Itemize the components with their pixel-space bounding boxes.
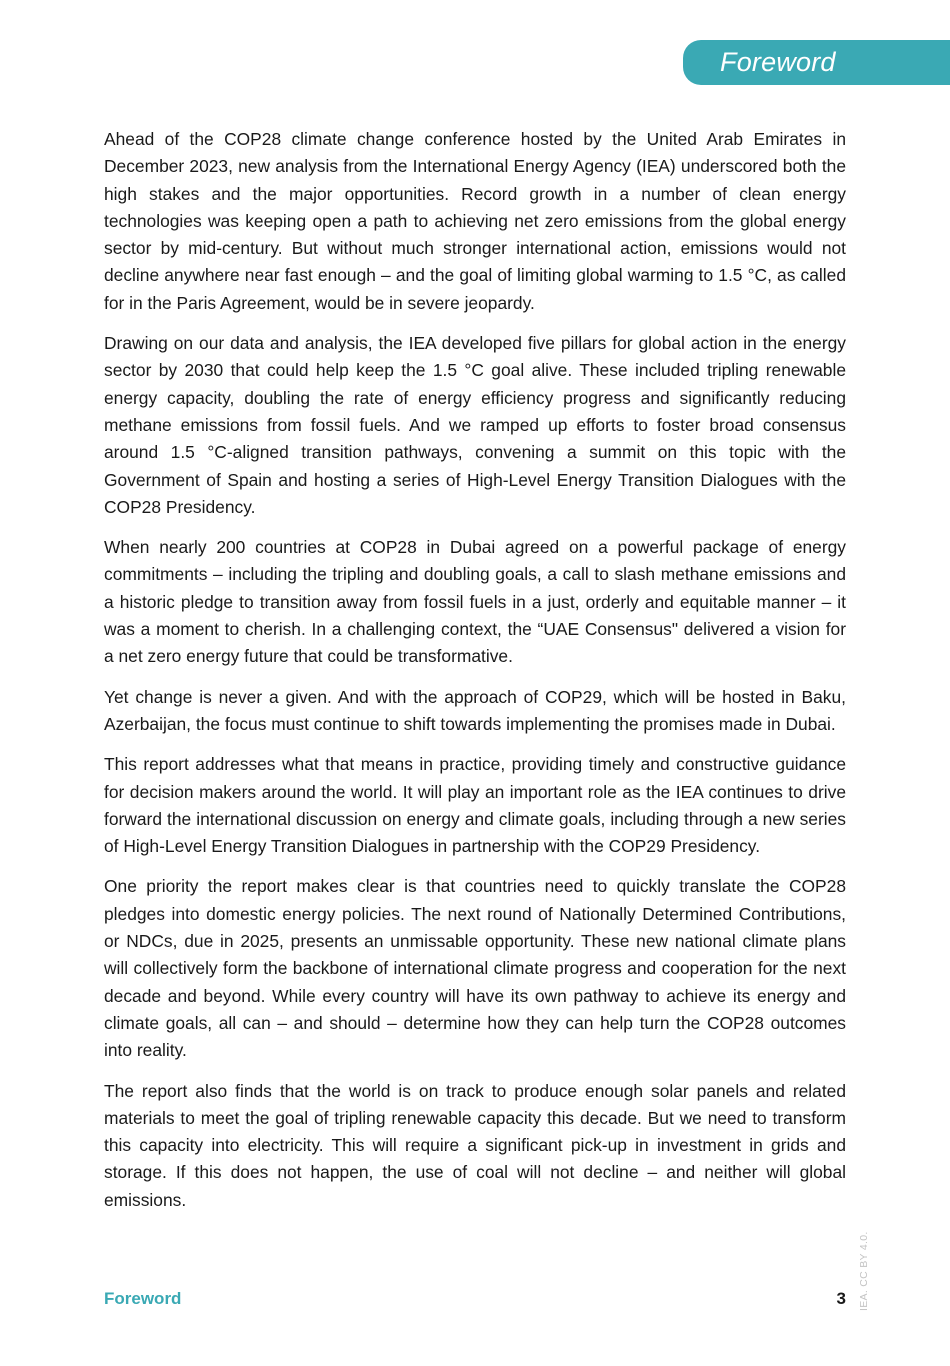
section-header-title: Foreword [720, 47, 836, 77]
section-header-tab [683, 40, 950, 85]
paragraph: Ahead of the COP28 climate change conference hosted by the United Arab Emirates in December 2023, new analysis from the International Energy Agency (IEA) underscored both the high stakes and the major opportunities. Record growth in a number of clean energy technologies was keeping open a path to achieving net zero emissions from the global energy sector by mid-century. But without much stronger international action, emissions would not decline anywhere near fast enough – and the goal of limiting global warming to 1.5 °C, as called for in the Paris Agreement, would be in severe jeopardy. [104, 129, 846, 313]
license-note: IEA. CC BY 4.0. [858, 1231, 870, 1311]
paragraph: This report addresses what that means in practice, providing timely and constructive guidance for decision makers around the world. It will play an important role as the IEA continues to drive forward the international discussion on energy and climate goals, including through a new series of High-Level Energy Transition Dialogues in partnership with the COP29 Presidency. [104, 754, 846, 857]
paragraph: The report also finds that the world is on track to produce enough solar panels and related materials to meet the goal of tripling renewable capacity this decade. But we need to transform this capacity into electricity. This will require a significant pick-up in investment in grids and storage. If this does not happen, the use of coal will not decline – and neither will global emissions. [104, 1080, 846, 1210]
footer-section-title: Foreword [104, 1289, 182, 1308]
page-number: 3 [836, 1289, 846, 1308]
paragraph: Drawing on our data and analysis, the IEA developed five pillars for global action in the energy sector by 2030 that could help keep the 1.5 °C goal alive. These included tripling renewable energy capacity, doubling the rate of energy efficiency progress and significantly reducing methane emissions from fossil fuels. And we ramped up efforts to foster broad consensus around 1.5 °C-aligned transition pathways, convening a summit on this topic with the Government of Spain and hosting a series of High-Level Energy Transition Dialogues with the COP28 Presidency. [104, 333, 846, 517]
paragraph: Yet change is never a given. And with the approach of COP29, which will be hosted in Baku, Azerbaijan, the focus must continue to shift towards implementing the promises made in Dubai. [104, 686, 846, 734]
paragraph: When nearly 200 countries at COP28 in Dubai agreed on a powerful package of energy commitments – including the tripling and doubling goals, a call to slash methane emissions and a historic pledge to transition away from fossil fuels in a just, orderly and equitable manner – it was a moment to cherish. In a challenging context, the “UAE Consensus" delivered a vision for a net zero energy future that could be transformative. [104, 537, 846, 667]
foreword-body [104, 126, 846, 1227]
paragraph: One priority the report makes clear is that countries need to quickly translate the COP28 pledges into domestic energy policies. The next round of Nationally Determined Contributions, or NDCs, due in 2025, presents an unmissable opportunity. These new national climate plans will collectively form the backbone of international climate progress and cooperation for the next decade and beyond. While every country will have its own pathway to achieve its energy and climate goals, all can – and should – determine how they can help turn the COP28 outcomes into reality. [104, 876, 846, 1061]
